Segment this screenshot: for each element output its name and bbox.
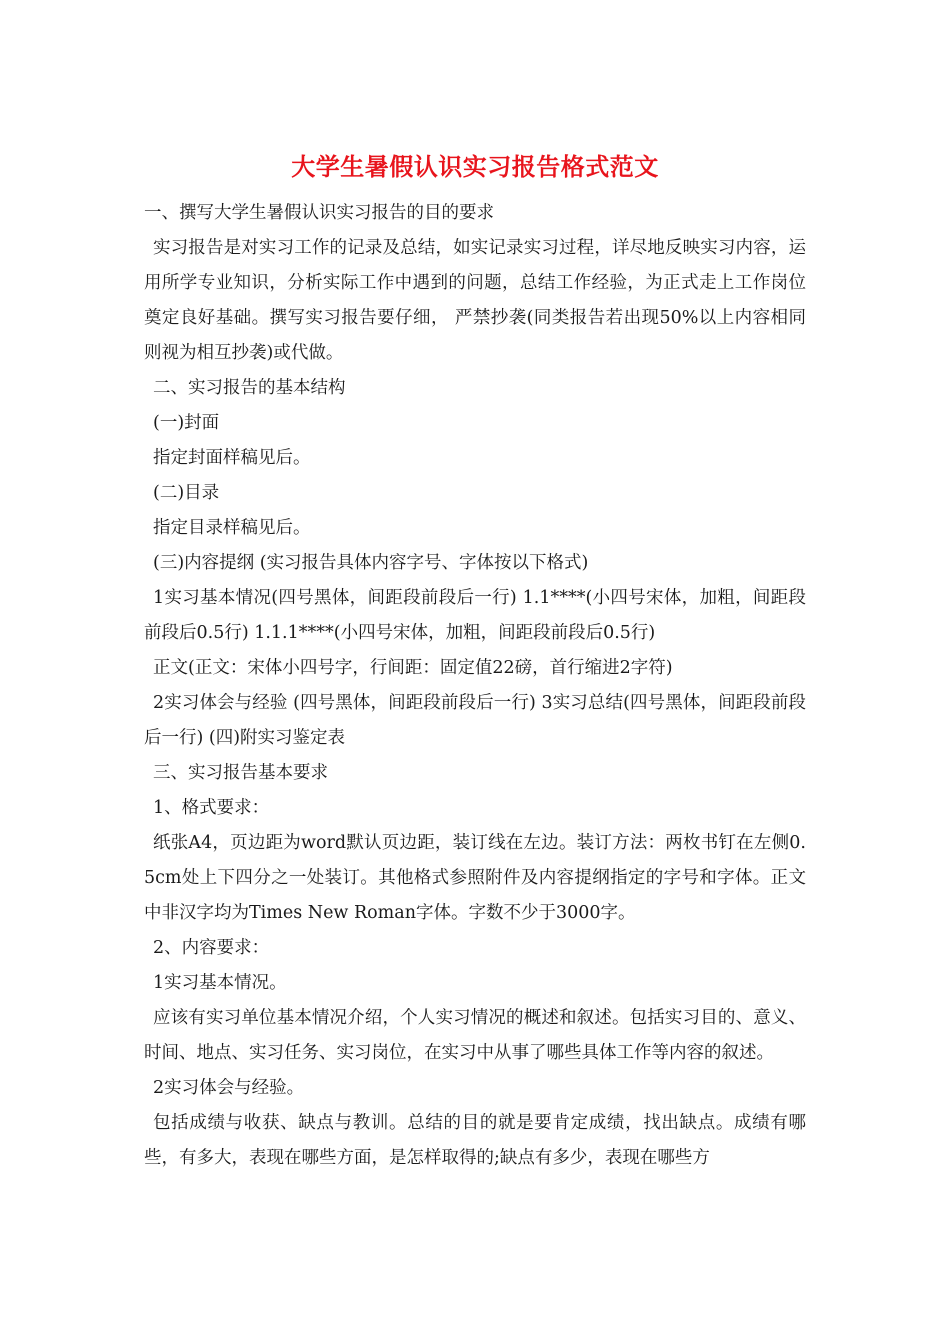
subheading-basic-info: 1实习基本情况。: [153, 973, 287, 993]
subheading-toc: (二)目录: [153, 483, 220, 503]
paragraph-format: 纸张A4，页边距为word默认页边距，装订线在左边。装订方法：两枚书钉在左侧0.5cm处上下四分之一处装订。其他格式参照附件及内容提纲指定的字号和字体。正文中非汉字均为Times New Roman字体。字数不少于3000字。: [144, 833, 806, 923]
section-heading-1: 一、撰写大学生暑假认识实习报告的目的要求: [144, 203, 494, 223]
subheading-cover: (一)封面: [153, 413, 220, 433]
section-heading-3: 三、实习报告基本要求: [153, 763, 328, 783]
subheading-content: 2、内容要求：: [153, 938, 270, 958]
paragraph-outline-2: 2实习体会与经验 (四号黑体，间距段前段后一行) 3实习总结(四号黑体，间距段前段后一行) (四)附实习鉴定表: [144, 693, 806, 748]
paragraph-basic-info: 应该有实习单位基本情况介绍，个人实习情况的概述和叙述。包括实习目的、意义、时间、地点、实习任务、实习岗位，在实习中从事了哪些具体工作等内容的叙述。: [144, 1008, 806, 1063]
document-body: [144, 196, 806, 1176]
paragraph-purpose: 实习报告是对实习工作的记录及总结，如实记录实习过程，详尽地反映实习内容，运用所学专业知识，分析实际工作中遇到的问题，总结工作经验，为正式走上工作岗位奠定良好基础。撰写实习报告要仔细， 严禁抄袭(同类报告若出现50%以上内容相同则视为相互抄袭)或代做。: [144, 238, 806, 363]
subheading-experience: 2实习体会与经验。: [153, 1078, 305, 1098]
document-title: 大学生暑假认识实习报告格式范文: [291, 152, 659, 181]
paragraph-outline-1: 1实习基本情况(四号黑体，间距段前段后一行) 1.1****(小四号宋体，加粗，间距段前段后0.5行) 1.1.1****(小四号宋体，加粗，间距段前段后0.5行): [144, 588, 806, 643]
paragraph-cover: 指定封面样稿见后。: [153, 448, 311, 468]
paragraph-experience: 包括成绩与收获、缺点与教训。总结的目的就是要肯定成绩，找出缺点。成绩有哪些，有多大，表现在哪些方面，是怎样取得的;缺点有多少，表现在哪些方: [144, 1113, 806, 1168]
paragraph-toc: 指定目录样稿见后。: [153, 518, 311, 538]
subheading-outline: (三)内容提纲 (实习报告具体内容字号、字体按以下格式): [153, 553, 589, 573]
subheading-format: 1、格式要求：: [153, 798, 270, 818]
paragraph-outline-body: 正文(正文：宋体小四号字，行间距：固定值22磅，首行缩进2字符): [153, 658, 673, 678]
section-heading-2: 二、实习报告的基本结构: [153, 378, 346, 398]
